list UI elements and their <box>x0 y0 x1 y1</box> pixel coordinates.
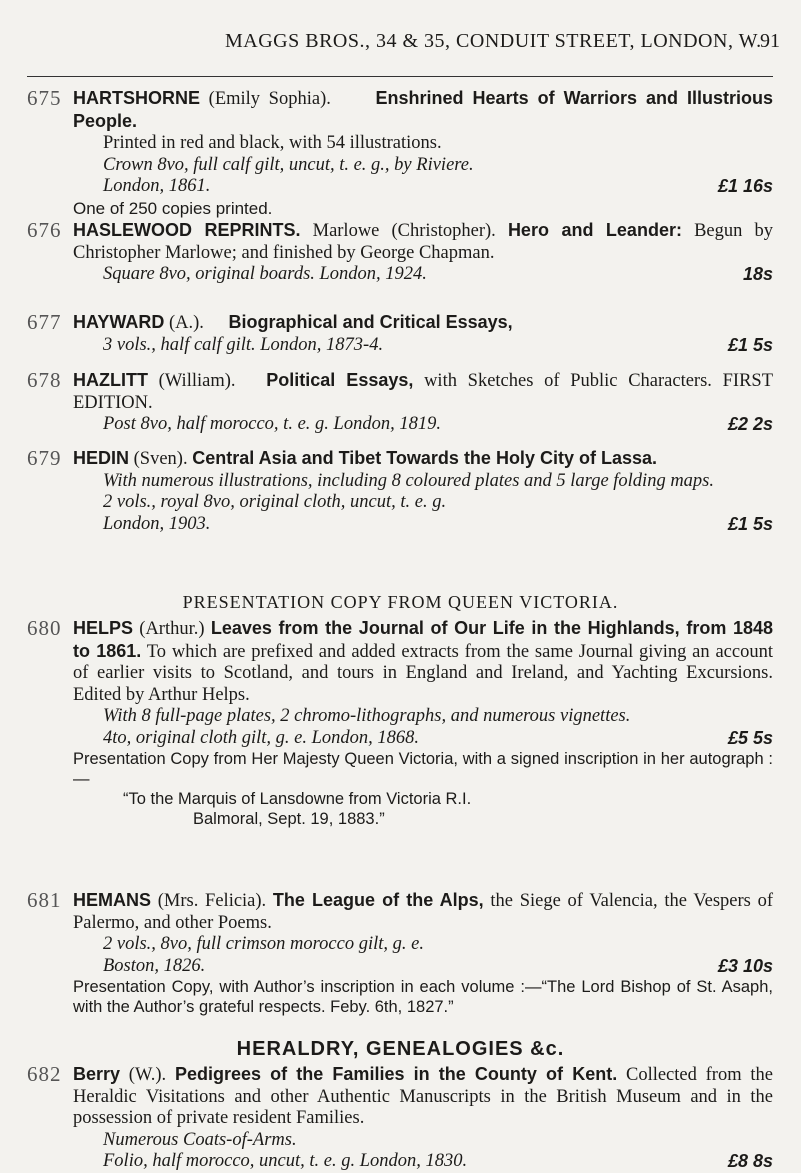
inscription-line: Balmoral, Sept. 19, 1883.” <box>193 810 385 828</box>
entry-binding: Crown 8vo, full calf gilt, uncut, t. e. g., by Riviere. <box>103 154 474 175</box>
entry-binding: 3 vols., half calf gilt. London, 1873-4. <box>103 334 384 355</box>
entry-description: With numerous illustrations, including 8 coloured plates and 5 large folding maps. <box>103 470 715 491</box>
entry-title-detail: with Sketches of Public Characters. FIRST EDITION. <box>73 371 773 413</box>
entry-title: Pedigrees of the Families in the County of Kent. <box>174 1064 618 1084</box>
catalogue-entry <box>27 88 773 219</box>
catalogue-entry <box>27 312 773 356</box>
entry-price: £3 10s <box>717 955 773 976</box>
entry-author-detail: (Arthur.) <box>133 619 205 639</box>
entry-author-detail: (Emily Sophia). <box>200 89 331 109</box>
presentation-heading: PRESENTATION COPY FROM QUEEN VICTORIA. <box>182 592 619 612</box>
entry-number: 675 <box>27 86 62 110</box>
entry-author: HAZLITT <box>73 370 148 390</box>
page-number: 91 <box>760 30 780 52</box>
running-title: MAGGS BROS., 34 & 35, CONDUIT STREET, LONDON, W. <box>225 30 762 52</box>
entry-author: HASLEWOOD REPRINTS. <box>73 220 301 240</box>
section-heading: HERALDRY, GENEALOGIES &c. <box>236 1038 565 1060</box>
entry-price: £1 16s <box>717 176 773 196</box>
entry-binding: 2 vols., 8vo, full crimson morocco gilt, g. e. <box>103 934 424 954</box>
entry-note: One of 250 copies printed. <box>73 198 273 218</box>
catalogue-entry <box>27 1064 773 1173</box>
entry-author-detail: (A.). <box>164 313 204 333</box>
header-rule <box>27 76 773 77</box>
entry-title-detail: Collected from the Heraldic Visitations and other Authentic Manuscripts in the British Museum and in the possession of private resident Families. <box>73 1065 773 1128</box>
catalogue-entry <box>27 618 773 829</box>
entry-note: Presentation Copy from Her Majesty Queen Victoria, with a signed inscription in her autograph :— <box>73 750 773 788</box>
entry-binding: Folio, half morocco, uncut, t. e. g. London, 1830. <box>103 1151 468 1171</box>
entry-description: Printed in red and black, with 54 illustrations. <box>103 133 442 153</box>
entry-imprint: Boston, 1826. <box>103 955 206 976</box>
entry-author-detail: (Mrs. Felicia). <box>151 891 267 911</box>
entry-author: HEDIN <box>73 448 130 468</box>
entry-price: £5 5s <box>727 727 773 748</box>
entry-price: 18s <box>742 264 773 284</box>
entry-price: £1 5s <box>727 334 773 355</box>
catalogue-entry <box>27 220 773 286</box>
inscription-line: “To the Marquis of Lansdowne from Victoria R.I. <box>123 790 472 808</box>
entry-binding: 2 vols., royal 8vo, original cloth, uncut, t. e. g. <box>103 492 447 512</box>
entry-binding: 4to, original cloth gilt, g. e. London, 1868. <box>103 727 420 748</box>
entry-number: 682 <box>27 1062 62 1086</box>
catalogue-entry <box>27 890 773 1017</box>
entry-binding: Post 8vo, half morocco, t. e. g. London, 1819. <box>103 414 441 434</box>
entry-number: 681 <box>27 888 62 912</box>
entry-author-detail: (William). <box>147 371 236 391</box>
entry-title: Enshrined Hearts of Warriors and Illustrious People. <box>73 88 774 131</box>
entry-price: £8 8s <box>727 1151 773 1171</box>
entry-imprint: London, 1861. <box>103 176 211 196</box>
entry-author: Berry <box>73 1064 121 1084</box>
entry-price: £1 5s <box>727 513 773 534</box>
catalogue-entry <box>27 448 773 535</box>
entry-author-detail: Marlowe (Christopher). <box>300 221 496 241</box>
entry-description: With 8 full-page plates, 2 chromo-lithographs, and numerous vignettes. <box>103 706 631 726</box>
entry-title: Central Asia and Tibet Towards the Holy City of Lassa. <box>192 448 657 468</box>
entry-imprint: London, 1903. <box>103 513 211 534</box>
entry-author-detail: (W.). <box>120 1065 167 1085</box>
entry-title-detail: Begun by Christopher Marlowe; and finished by George Chapman. <box>73 221 773 263</box>
entry-number: 676 <box>27 218 62 242</box>
entry-title: Biographical and Critical Essays, <box>228 312 513 332</box>
entry-note: Presentation Copy, with Author’s inscription in each volume :—“The Lord Bishop of St. Asaph, with the Author’s grateful respects. Feby. 6th, 1827.” <box>73 978 773 1016</box>
entry-description: Numerous Coats-of-Arms. <box>103 1129 297 1150</box>
entry-title: Hero and Leander: <box>507 220 682 240</box>
entry-number: 679 <box>27 446 62 470</box>
entry-title: Political Essays, <box>266 370 414 390</box>
entry-author: HEMANS <box>73 890 152 910</box>
entry-author: HAYWARD <box>73 312 165 332</box>
entry-number: 678 <box>27 368 62 392</box>
entry-price: £2 2s <box>727 414 773 434</box>
entry-binding: Square 8vo, original boards. London, 1924. <box>103 264 427 284</box>
entry-title-detail: To which are prefixed and added extracts from the same Journal giving an account of earlier visits to Scotland, and tours in England and Ireland, and Yachting Excursions. Edited by Arthur Helps. <box>73 641 773 705</box>
entry-author: HELPS <box>73 618 134 638</box>
entry-title-detail: the Siege of Valencia, the Vespers of Palermo, and other Poems. <box>73 891 774 933</box>
entry-number: 680 <box>27 616 62 640</box>
entry-author-detail: (Sven). <box>129 449 188 469</box>
entry-number: 677 <box>27 310 62 334</box>
entry-title: The League of the Alps, <box>272 890 484 910</box>
catalogue-entry <box>27 370 773 436</box>
entry-title: Leaves from the Journal of Our Life in the Highlands, from 1848 to 1861. <box>73 618 774 661</box>
entry-author: HARTSHORNE <box>73 88 201 108</box>
